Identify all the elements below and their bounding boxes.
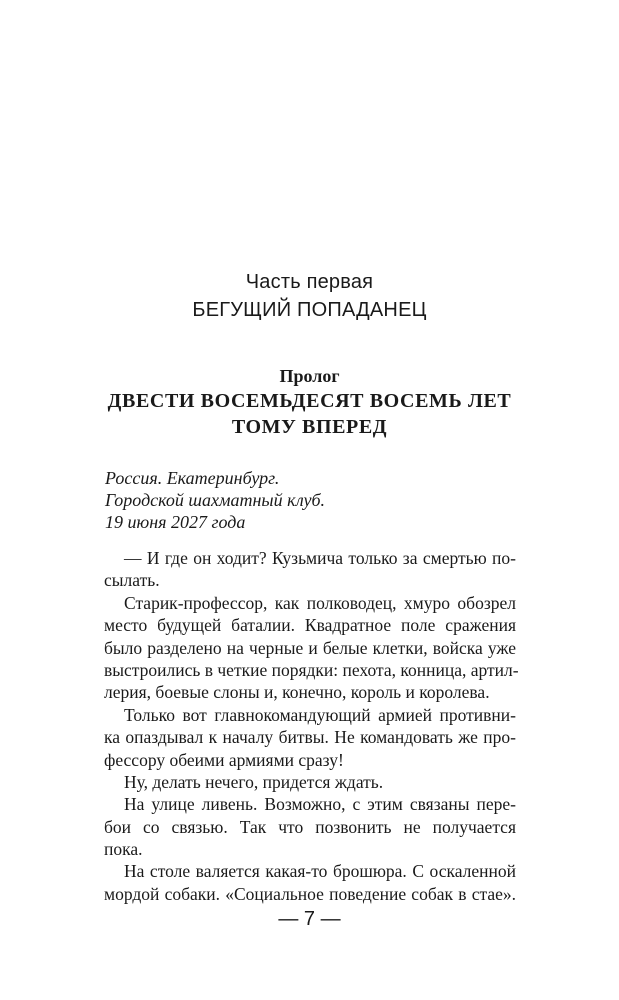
text-line: На улице ливень. Возможно, с этим связаны пере- [124,794,516,815]
prologue-label: Пролог [279,366,340,386]
epigraph-line: 19 июня 2027 года [105,512,246,532]
page-number: — 7 — [278,908,341,930]
chapter-title-line: ДВЕСТИ ВОСЕМЬДЕСЯТ ВОСЕМЬ ЛЕТ [107,390,512,412]
text-line: — И где он ходит? Кузьмича только за смертью по- [124,548,516,568]
text-line: На столе валяется какая-то брошюра. С оскаленной [124,861,516,882]
text-line: лерия, боевые слоны и, конечно, король и королева. [104,682,490,703]
text-line: Старик-профессор, как полководец, хмуро обозрел [124,592,516,613]
text-line: ка опаздывал к началу битвы. Не командовать же про- [104,727,516,748]
epigraph [105,467,525,533]
text-line: место будущей баталии. Квадратное поле сражения [104,615,516,636]
body-text [104,547,519,905]
text-line: сылать. [104,570,160,591]
epigraph-line: Городской шахматный клуб. [105,490,326,510]
text-line: мордой собаки. «Социальное поведение собак в стае». [104,883,516,904]
text-line: выстроились в четкие порядки: пехота, конница, артил- [104,659,519,680]
text-line: пока. [104,839,143,860]
chapter-title [80,388,539,440]
part-label: Часть первая [245,271,374,293]
text-line: Ну, делать нечего, придется ждать. [124,771,384,792]
text-line: Только вот главнокомандующий армией противни- [124,704,516,725]
chapter-title-line: ТОМУ ВПЕРЕД [231,416,388,438]
text-line: бои со связью. Так что позвонить не получается [104,816,516,837]
text-line: фессору обеими армиями сразу! [104,749,344,770]
text-line: было разделено на черные и белые клетки, войска уже [104,637,516,658]
epigraph-line: Россия. Екатеринбург. [105,468,280,488]
part-title: БЕГУЩИЙ ПОПАДАНЕЦ [192,299,427,321]
